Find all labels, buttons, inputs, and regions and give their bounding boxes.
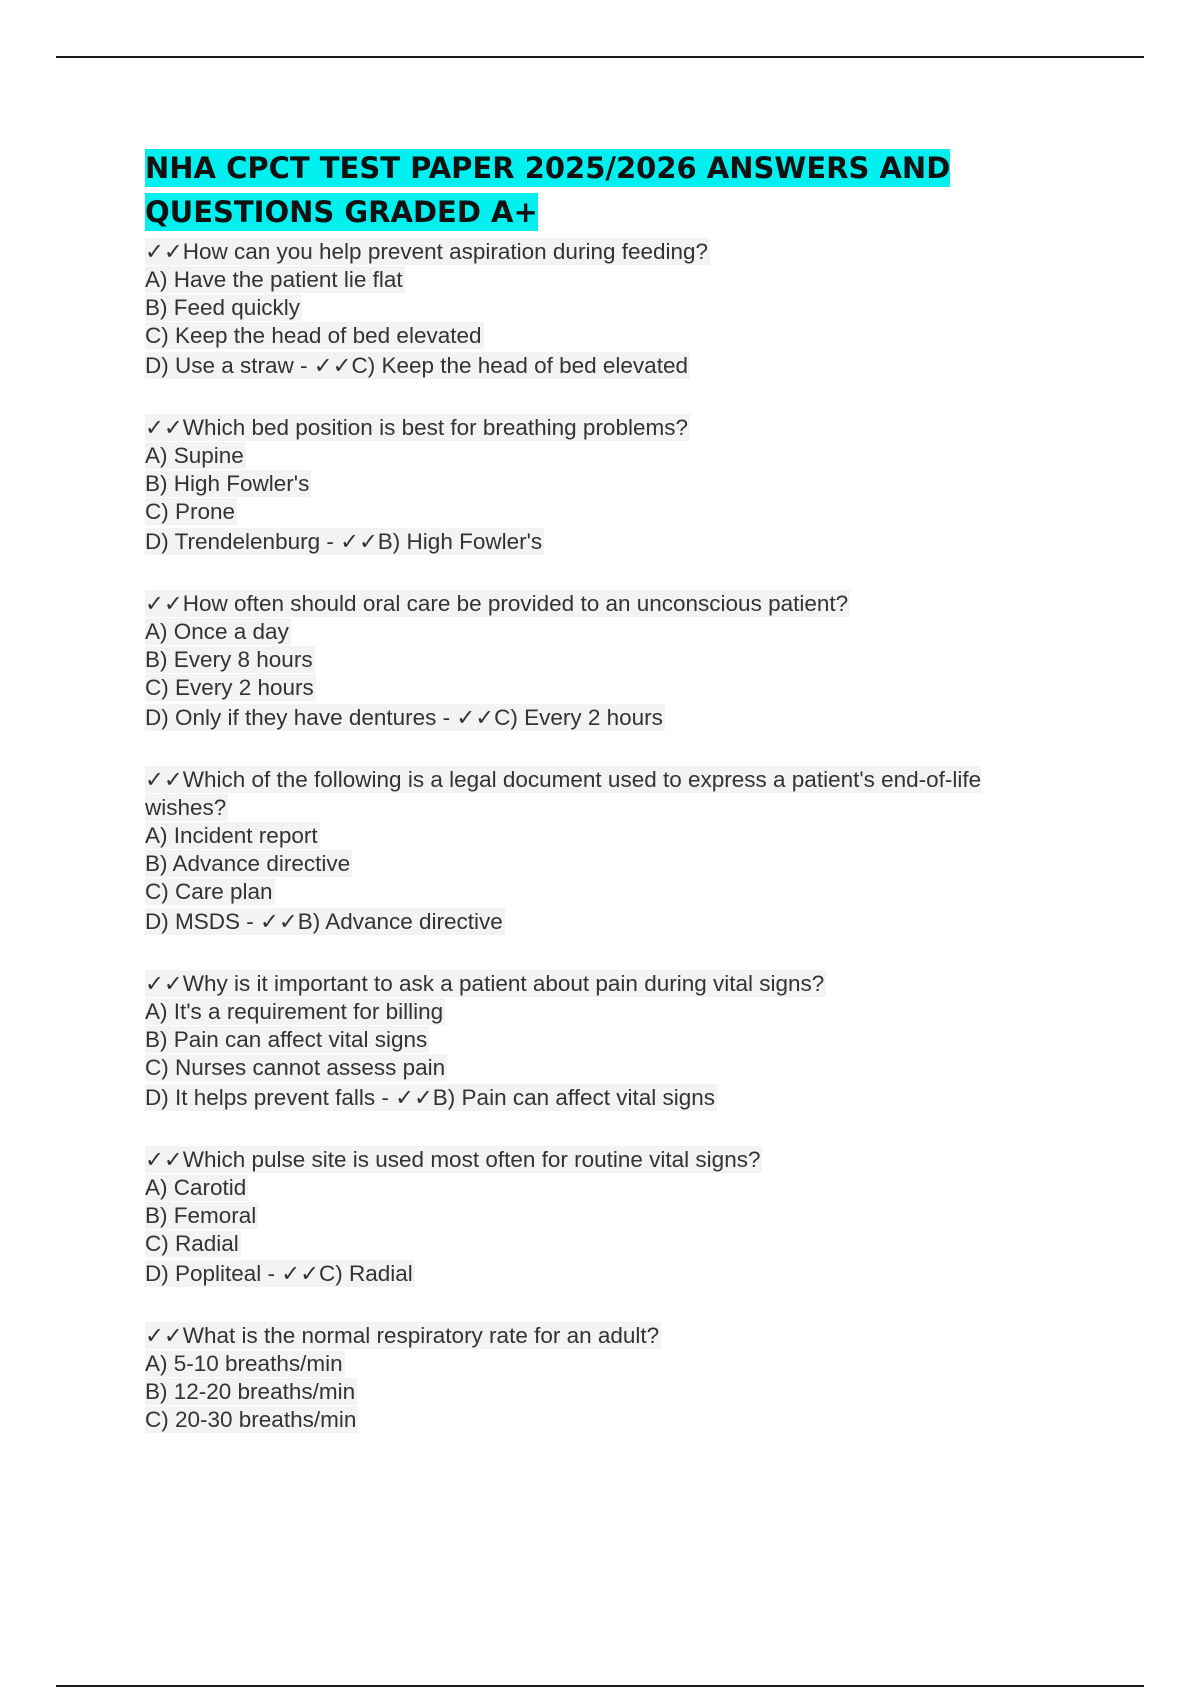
question-block-4 [145, 766, 1055, 938]
option-b: B) High Fowler's [145, 471, 310, 496]
question-text: ✓✓How often should oral care be provided to an unconscious patient? [145, 591, 849, 616]
question-block-5 [145, 970, 1055, 1114]
question-block-1 [145, 238, 1055, 382]
option-c: C) Every 2 hours [145, 675, 314, 700]
option-b: B) Pain can affect vital signs [145, 1027, 428, 1052]
document-title: NHA CPCT TEST PAPER 2025/2026 ANSWERS AND QUESTIONS GRADED A+ [145, 151, 951, 229]
question-text: ✓✓Which bed position is best for breathing problems? [145, 415, 688, 440]
document-body [145, 146, 1055, 1434]
option-d-with-answer: D) MSDS - ✓✓B) Advance directive [145, 909, 503, 934]
option-c: C) Nurses cannot assess pain [145, 1055, 446, 1080]
option-c: C) Care plan [145, 879, 273, 904]
question-block-7 [145, 1322, 1055, 1434]
question-block-2 [145, 414, 1055, 558]
question-block-6 [145, 1146, 1055, 1290]
option-b: B) Advance directive [145, 851, 351, 876]
option-c: C) Prone [145, 499, 236, 524]
option-d-with-answer: D) Use a straw - ✓✓C) Keep the head of bed elevated [145, 353, 688, 378]
option-b: B) Feed quickly [145, 295, 301, 320]
option-a: A) Incident report [145, 823, 318, 848]
option-a: A) Once a day [145, 619, 289, 644]
question-text: ✓✓How can you help prevent aspiration during feeding? [145, 239, 709, 264]
question-text: ✓✓What is the normal respiratory rate for an adult? [145, 1323, 660, 1348]
question-text: ✓✓Which pulse site is used most often for routine vital signs? [145, 1147, 761, 1172]
footer-rule [56, 1685, 1144, 1687]
option-c: C) Keep the head of bed elevated [145, 323, 482, 348]
option-a: A) It's a requirement for billing [145, 999, 444, 1024]
option-a: A) Have the patient lie flat [145, 267, 403, 292]
question-text: ✓✓Why is it important to ask a patient about pain during vital signs? [145, 971, 825, 996]
option-d-with-answer: D) Popliteal - ✓✓C) Radial [145, 1261, 413, 1286]
option-a: A) Carotid [145, 1175, 247, 1200]
option-a: A) Supine [145, 443, 244, 468]
question-text: ✓✓Which of the following is a legal document used to express a patient's end-of-life wishes? [145, 767, 982, 820]
option-d-with-answer: D) Only if they have dentures - ✓✓C) Every 2 hours [145, 705, 663, 730]
option-a: A) 5-10 breaths/min [145, 1351, 343, 1376]
option-d-with-answer: D) Trendelenburg - ✓✓B) High Fowler's [145, 529, 543, 554]
header-rule [56, 56, 1144, 58]
option-c: C) Radial [145, 1231, 239, 1256]
option-b: B) Femoral [145, 1203, 257, 1228]
question-block-3 [145, 590, 1055, 734]
option-d-with-answer: D) It helps prevent falls - ✓✓B) Pain can affect vital signs [145, 1085, 716, 1110]
option-b: B) Every 8 hours [145, 647, 313, 672]
option-b: B) 12-20 breaths/min [145, 1379, 356, 1404]
option-c: C) 20-30 breaths/min [145, 1407, 357, 1432]
